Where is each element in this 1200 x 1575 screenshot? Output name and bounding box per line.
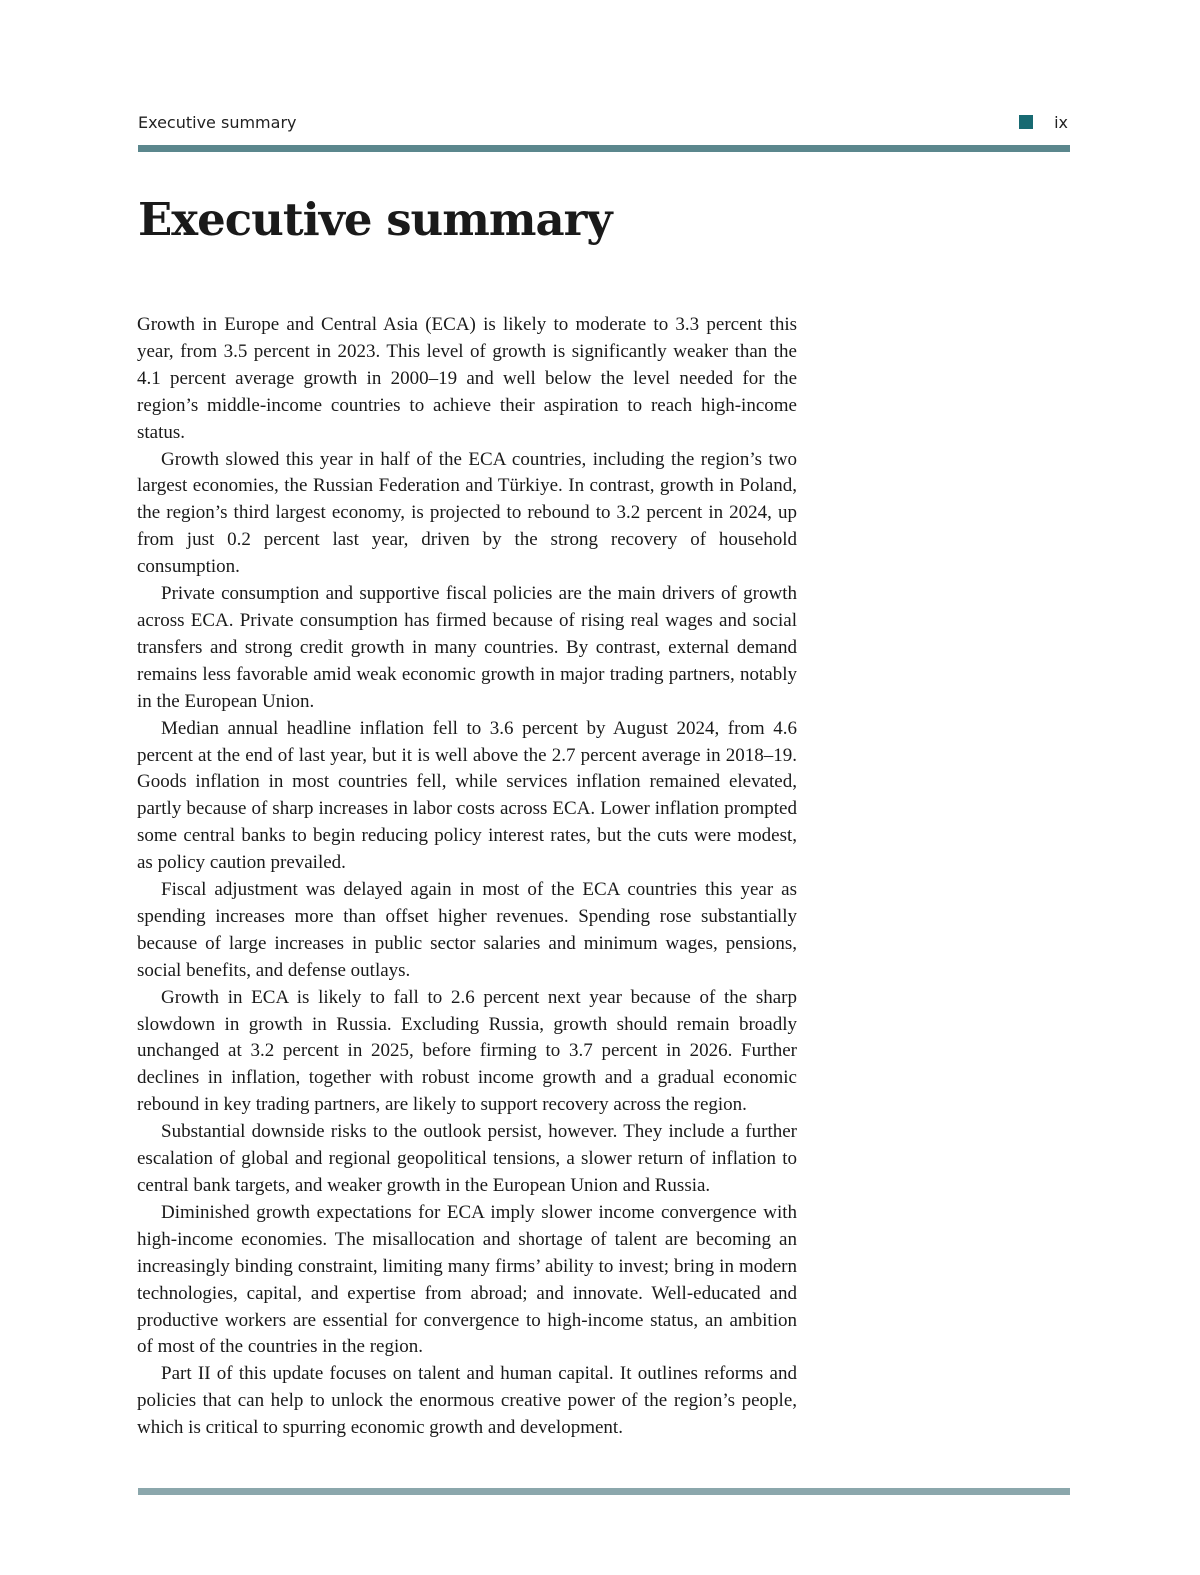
footer-rule: [138, 1488, 1070, 1495]
body-text: [137, 312, 797, 1442]
paragraph: Growth in Europe and Central Asia (ECA) is likely to moderate to 3.3 percent this year, from 3.5 percent in 2023. This level of growth is significantly weaker than the 4.1 percent average growth in 2000–19 and well below the level needed for the region’s middle-income countries to achieve their aspiration to reach high-income status.: [137, 314, 797, 443]
page-number: ix: [1054, 113, 1068, 132]
paragraph: Fiscal adjustment was delayed again in most of the ECA countries this year as spending increases more than offset higher revenues. Spending rose substantially because of large increases in public sector salaries and minimum wages, pensions, social benefits, and defense outlays.: [137, 879, 797, 981]
paragraph: Private consumption and supportive fiscal policies are the main drivers of growth across ECA. Private consumption has firmed because of rising real wages and social transfers and strong credit growth in many countries. By contrast, external demand remains less favorable amid weak economic growth in major trading partners, notably in the European Union.: [137, 583, 797, 712]
paragraph: Substantial downside risks to the outlook persist, however. They include a further escalation of global and regional geopolitical tensions, a slower return of inflation to central bank targets, and weaker growth in the European Union and Russia.: [137, 1121, 797, 1196]
paragraph: Part II of this update focuses on talent and human capital. It outlines reforms and policies that can help to unlock the enormous creative power of the region’s people, which is critical to spurring economic growth and development.: [137, 1363, 797, 1439]
paragraph: Median annual headline inflation fell to 3.6 percent by August 2024, from 4.6 percent at the end of last year, but it is well above the 2.7 percent average in 2018–19. Goods inflation in most countries fell, while services inflation remained elevated, partly because of sharp increases in labor costs across ECA. Lower inflation prompted some central banks to begin reducing policy interest rates, but the cuts were modest, as policy caution prevailed.: [137, 717, 797, 874]
paragraph: Diminished growth expectations for ECA imply slower income convergence with high-income economies. The misallocation and shortage of talent are becoming an increasingly binding constraint, limiting many firms’ ability to invest; bring in modern technologies, capital, and expertise from abroad; and innovate. Well-educated and productive workers are essential for convergence to high-income status, an ambition of most of the countries in the region.: [137, 1201, 797, 1358]
paragraph: Growth in ECA is likely to fall to 2.6 percent next year because of the sharp slowdown in growth in Russia. Excluding Russia, growth should remain broadly unchanged at 3.2 percent in 2025, before firming to 3.7 percent in 2026. Further declines in inflation, together with robust income growth and a gradual economic rebound in key trading partners, are likely to support recovery across the region.: [137, 986, 797, 1116]
chapter-title: Executive summary: [138, 193, 612, 246]
paragraph: Growth slowed this year in half of the ECA countries, including the region’s two largest economies, the Russian Federation and Türkiye. In contrast, growth in Poland, the region’s third largest economy, is projected to rebound to 3.2 percent in 2024, up from just 0.2 percent last year, driven by the strong recovery of household consumption.: [137, 448, 797, 578]
running-header: [138, 112, 1070, 134]
section-marker-square: [1019, 115, 1033, 129]
header-rule: [138, 145, 1070, 152]
running-title: Executive summary: [138, 113, 297, 132]
